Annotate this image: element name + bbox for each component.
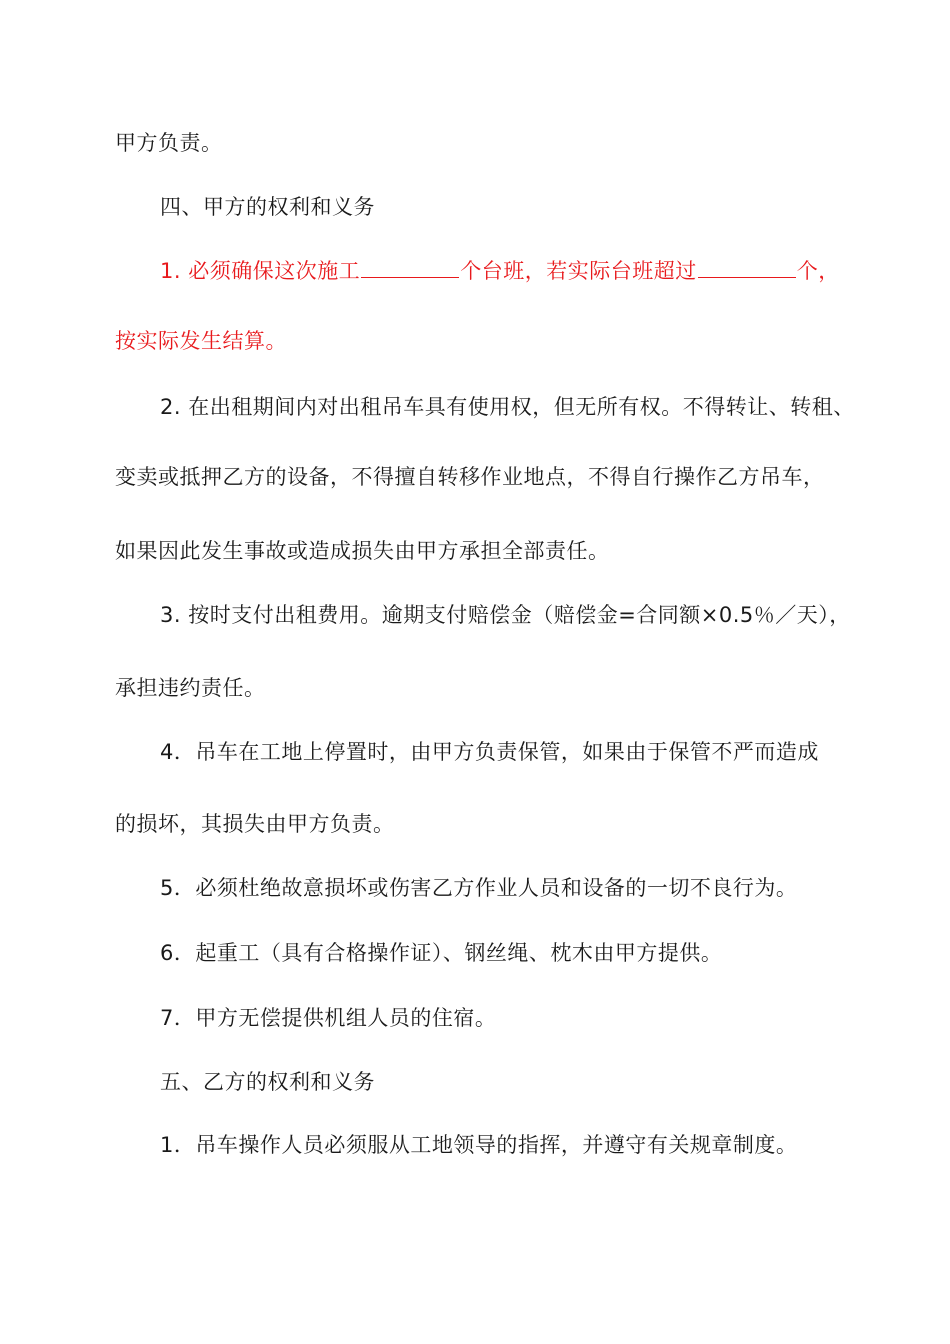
clause-4-4-line-1: 4．吊车在工地上停置时，由甲方负责保管，如果由于保管不严而造成	[160, 740, 819, 764]
clause-4-1-text-c: 个，	[796, 259, 840, 283]
section-heading-party-b: 五、乙方的权利和义务	[160, 1070, 375, 1094]
clause-4-3-line-1: 3. 按时支付出租费用。逾期支付赔偿金（赔偿金=合同额×0.5％／天），	[160, 603, 851, 627]
blank-field-exceed-shifts	[698, 255, 796, 278]
section-heading-party-a: 四、甲方的权利和义务	[160, 195, 375, 219]
clause-4-4-line-2: 的损坏，其损失由甲方负责。	[115, 812, 395, 836]
blank-field-shifts	[361, 255, 459, 278]
clause-4-1-text-a: 1. 必须确保这次施工	[160, 259, 361, 283]
clause-4-2-line-3: 如果因此发生事故或造成损失由甲方承担全部责任。	[115, 539, 610, 563]
clause-4-2-line-2: 变卖或抵押乙方的设备，不得擅自转移作业地点，不得自行操作乙方吊车，	[115, 465, 825, 489]
clause-4-2-line-1: 2. 在出租期间内对出租吊车具有使用权，但无所有权。不得转让、转租、	[160, 395, 855, 419]
clause-4-3-line-2: 承担违约责任。	[115, 676, 266, 700]
paragraph-continuation: 甲方负责。	[115, 131, 223, 155]
clause-4-6: 6．起重工（具有合格操作证）、钢丝绳、枕木由甲方提供。	[160, 941, 723, 965]
clause-4-7: 7．甲方无偿提供机组人员的住宿。	[160, 1006, 497, 1030]
clause-4-1-line-1	[160, 255, 880, 286]
clause-5-1: 1．吊车操作人员必须服从工地领导的指挥，并遵守有关规章制度。	[160, 1133, 798, 1157]
clause-4-1-text-b: 个台班，若实际台班超过	[460, 259, 697, 283]
clause-4-5: 5．必须杜绝故意损坏或伤害乙方作业人员和设备的一切不良行为。	[160, 876, 798, 900]
clause-4-1-line-2: 按实际发生结算。	[115, 329, 287, 353]
